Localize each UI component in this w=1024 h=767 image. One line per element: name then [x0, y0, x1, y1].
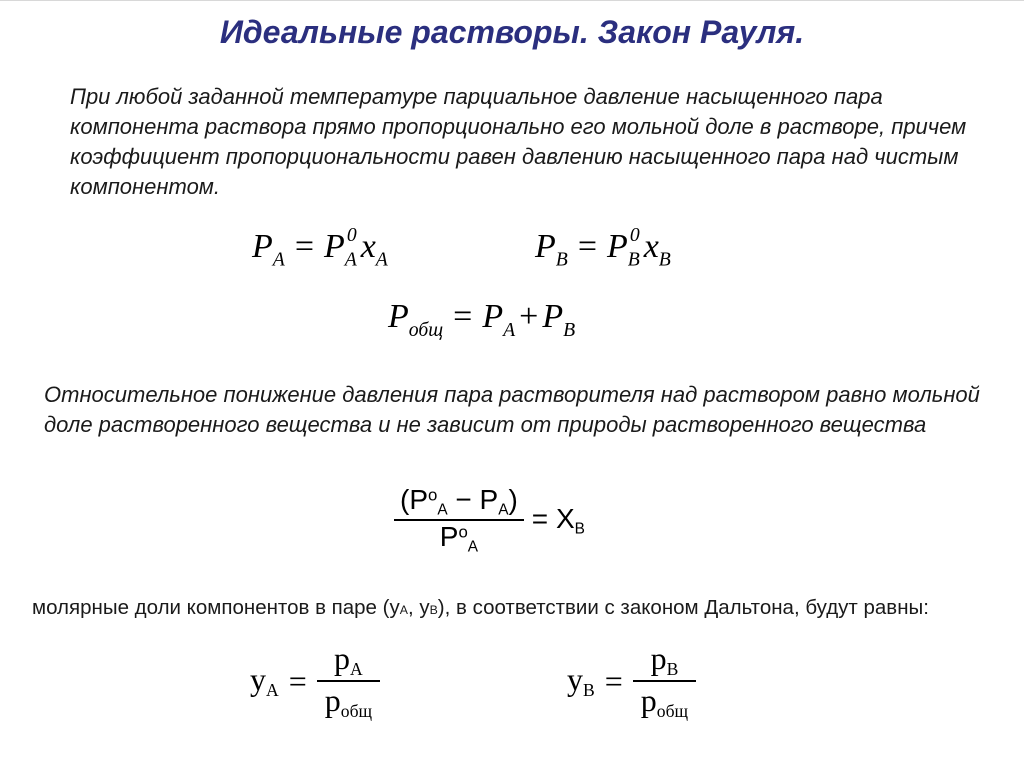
slide-title: Идеальные растворы. Закон Рауля. [219, 14, 805, 50]
relative-lowering-fraction: $\frac{(P^oA - PA)}{P^oA}$ [394, 484, 524, 557]
dalton-statement: молярные доли компонентов в паре (уА, уВ), в соответствии с законом Дальтона, будут равны: [32, 596, 929, 619]
dalton-equation-b: $y_B$ = $\frac{p_B}{p_{общ}}$ [567, 640, 696, 722]
total-pressure-equation: $P_{общ} = P_A + P_B$ [388, 298, 576, 341]
raoult-equation-b: $P_B = P_B^0$ $x_B$ [535, 224, 671, 271]
raoult-law-definition: При любой заданной температуре парциальное давление насыщенного пара компонента раствора прямо пропорционально его мольной доле в растворе, причем коэффициент пропорциональности равен давлению насыщенного пара над чистым компонентом. [70, 84, 967, 199]
dalton-equation-a: $y_A$ = $\frac{p_A}{p_{общ}}$ [250, 640, 380, 722]
raoult-equation-a: $P_A = P_A^0$ $x_A$ [252, 224, 388, 271]
relative-lowering-statement: Относительное понижение давления пара растворителя над раствором равно мольной доле растворенного вещества и не зависит от природы растворенного вещества [44, 382, 980, 437]
decorative-divider-top [0, 0, 1024, 1]
relative-lowering-equation: $\frac{(P^oA - PA)}{P^oA}$ = XB [394, 484, 585, 557]
